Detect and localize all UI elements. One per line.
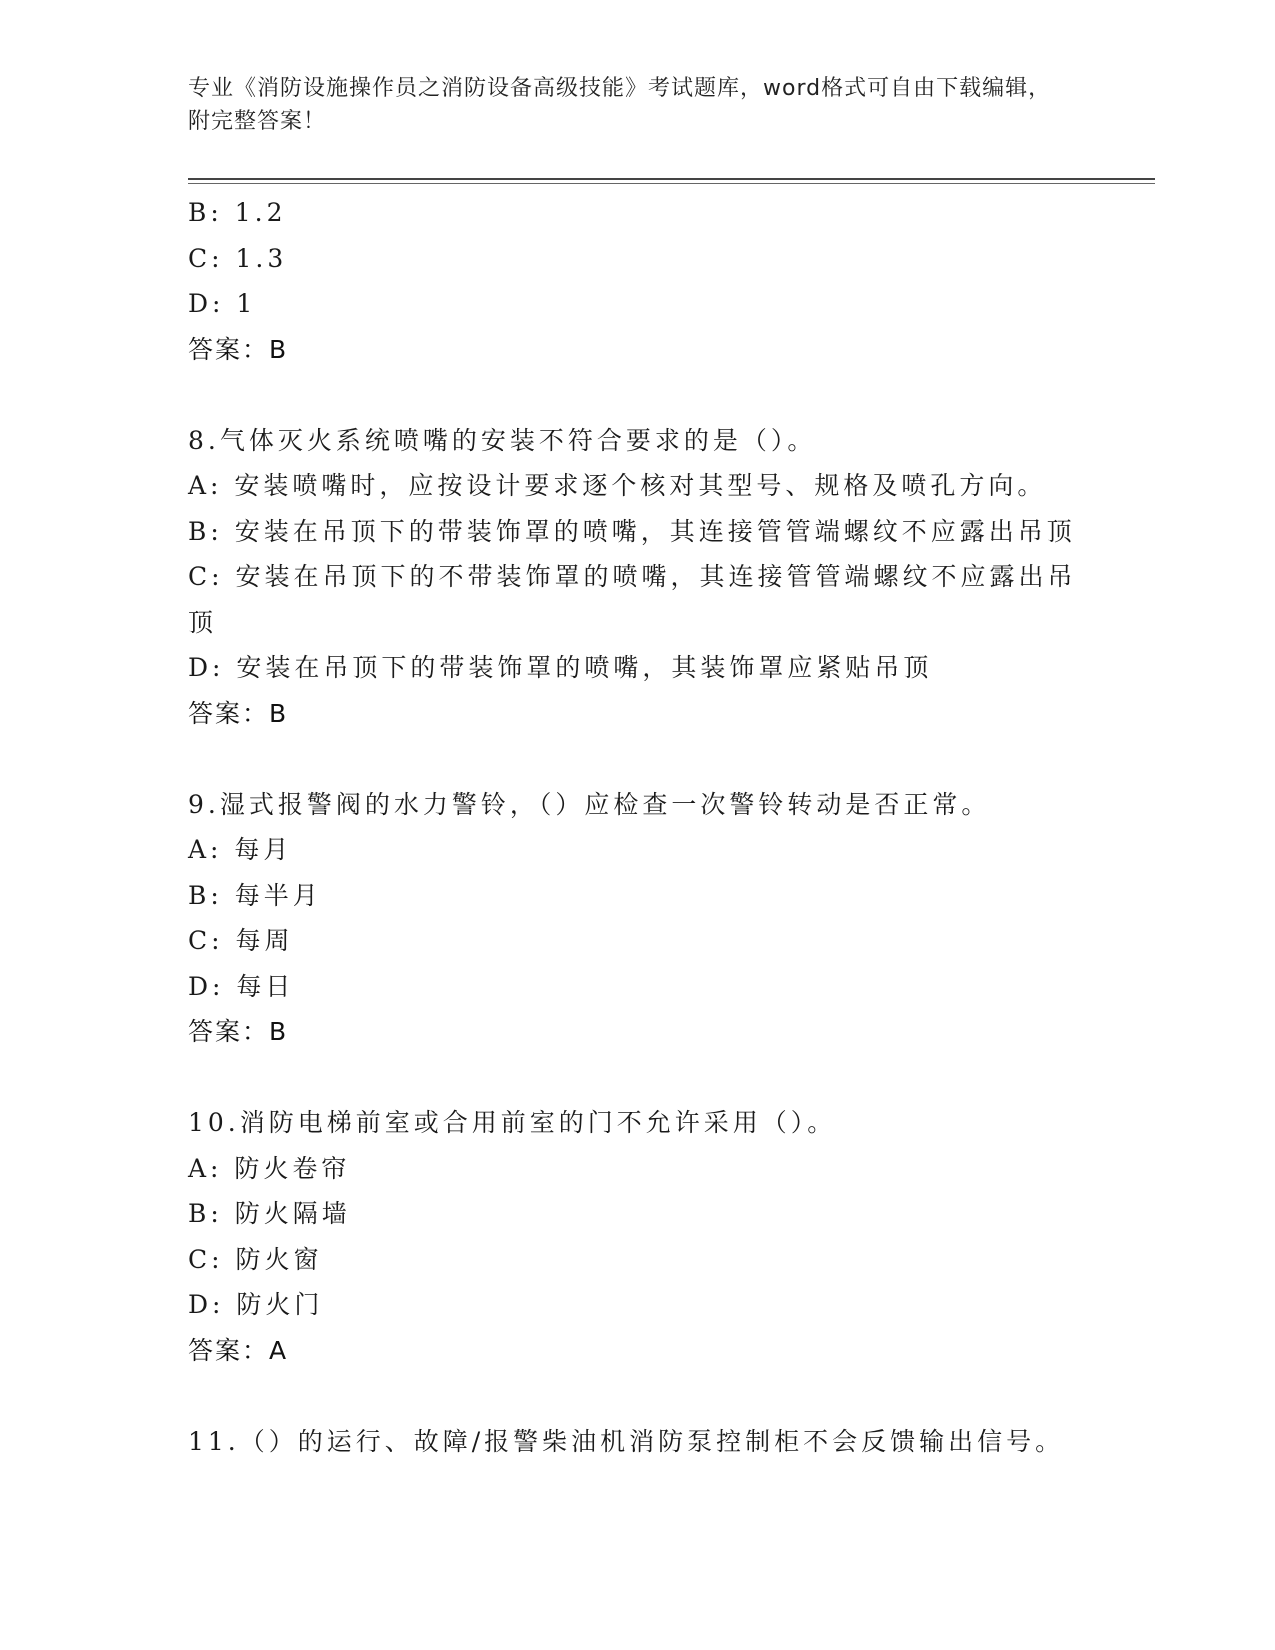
document-header: 专业《消防设施操作员之消防设备高级技能》考试题库，word格式可自由下载编辑，附完整答案！ xyxy=(188,76,1052,134)
question-8 xyxy=(188,418,1088,737)
option-a: A: 防火卷帘 xyxy=(188,1153,351,1183)
option-c: C: 1.3 xyxy=(188,243,288,273)
answer-line: 答案：A xyxy=(188,1335,289,1365)
option-d: D: 每日 xyxy=(188,971,295,1001)
answer-line: 答案：B xyxy=(188,334,289,364)
option-c: C: 每周 xyxy=(188,926,294,955)
question-stem: 8.气体灭火系统喷嘴的安装不符合要求的是（）。 xyxy=(188,425,817,455)
option-b: B: 每半月 xyxy=(188,880,322,910)
option-b: B: 安装在吊顶下的带装饰罩的喷嘴，其连接管管端螺纹不应露出吊顶 xyxy=(188,516,1076,546)
question-content xyxy=(188,190,1088,1464)
question-9 xyxy=(188,782,1088,1055)
header-rule-thin xyxy=(188,183,1155,184)
option-c: C: 防火窗 xyxy=(188,1244,323,1274)
option-d: D: 安装在吊顶下的带装饰罩的喷嘴，其装饰罩应紧贴吊顶 xyxy=(188,653,933,682)
option-b: B: 防火隔墙 xyxy=(188,1199,351,1228)
question-7-continued xyxy=(188,190,1088,372)
answer-line: 答案：B xyxy=(188,698,289,728)
spacer xyxy=(188,1055,1088,1101)
question-stem: 10.消防电梯前室或合用前室的门不允许采用（）。 xyxy=(188,1108,837,1137)
question-11 xyxy=(188,1419,1088,1465)
option-a: A: 每月 xyxy=(188,835,293,864)
option-b: B: 1.2 xyxy=(188,198,287,227)
question-stem: 9.湿式报警阀的水力警铃，（）应检查一次警铃转动是否正常。 xyxy=(188,789,991,819)
option-c: C: 安装在吊顶下的不带装饰罩的喷嘴，其连接管管端螺纹不应露出吊顶 xyxy=(188,562,1077,637)
answer-line: 答案：B xyxy=(188,1017,289,1046)
spacer xyxy=(188,372,1088,418)
option-d: D: 防火门 xyxy=(188,1290,324,1319)
option-a: A: 安装喷嘴时，应按设计要求逐个核对其型号、规格及喷孔方向。 xyxy=(188,471,1047,500)
question-10 xyxy=(188,1100,1088,1373)
question-stem: 11.（）的运行、故障/报警柴油机消防泵控制柜不会反馈输出信号。 xyxy=(188,1426,1065,1456)
spacer xyxy=(188,1373,1088,1419)
option-d: D: 1 xyxy=(188,289,257,318)
header-rule xyxy=(188,178,1155,180)
spacer xyxy=(188,736,1088,782)
